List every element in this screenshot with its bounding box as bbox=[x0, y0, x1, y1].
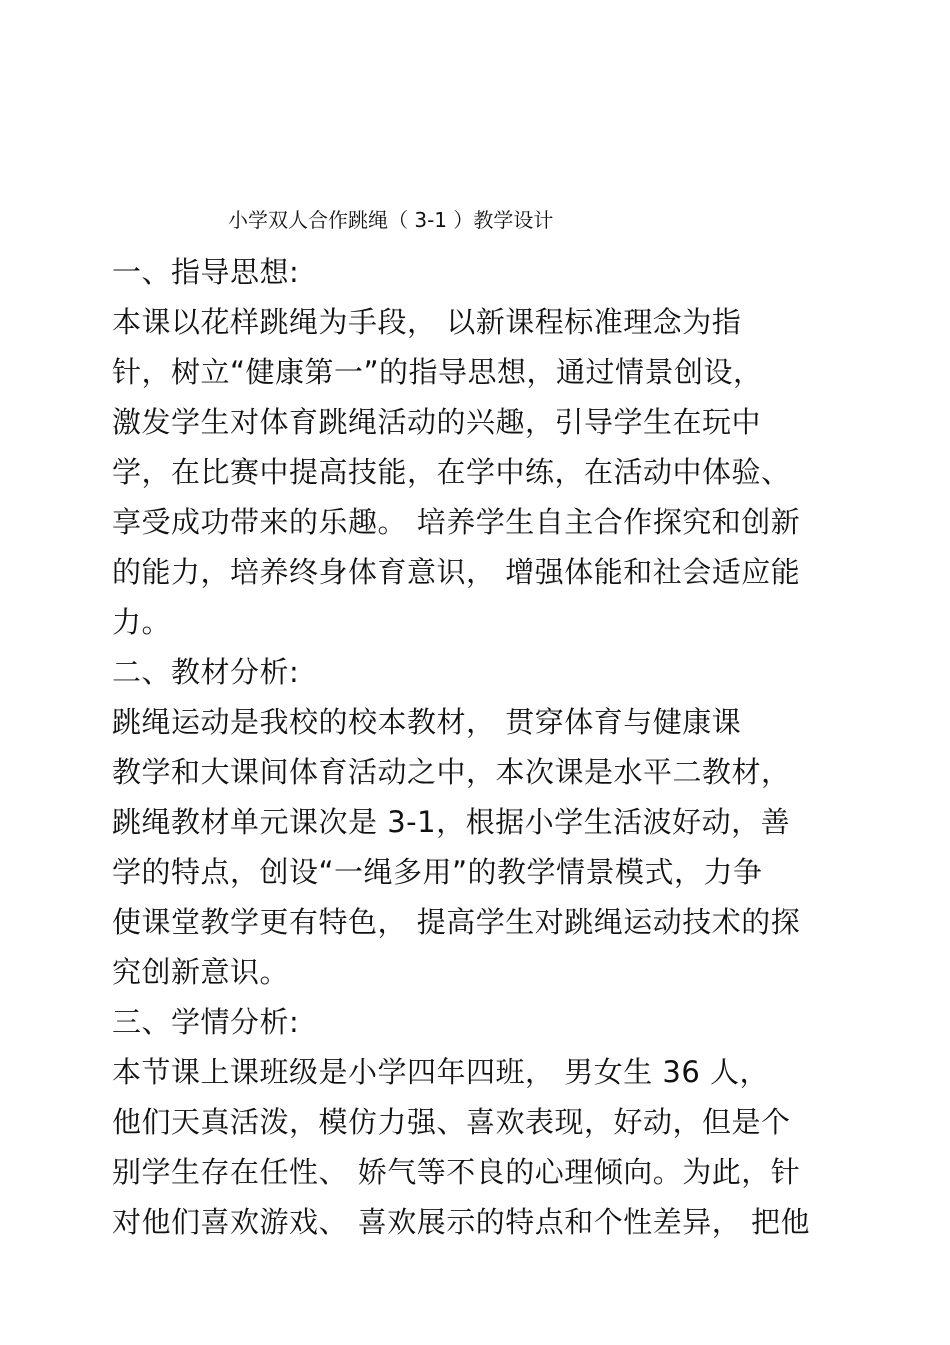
paragraph-line: 激发学生对体育跳绳活动的兴趣，引导学生在玩中 bbox=[112, 405, 762, 439]
paragraph-line: 对他们喜欢游戏、 喜欢展示的特点和个性差异， 把他 bbox=[112, 1205, 810, 1239]
paragraph-line: 学的特点，创设“一绳多用”的教学情景模式，力争 bbox=[112, 855, 763, 889]
paragraph-line: 学，在比赛中提高技能，在学中练，在活动中体验、 bbox=[112, 455, 791, 489]
document-title: 小学双人合作跳绳（ 3-1 ）教学设计 bbox=[228, 208, 554, 232]
paragraph-line: 力。 bbox=[112, 605, 172, 639]
paragraph-line: 别学生存在任性、 娇气等不良的心理倾向。为此，针 bbox=[112, 1155, 801, 1189]
paragraph-line: 他们天真活泼，模仿力强、喜欢表现，好动，但是个 bbox=[112, 1105, 791, 1139]
paragraph-line: 本课以花样跳绳为手段， 以新课程标准理念为指 bbox=[112, 305, 742, 339]
paragraph-line: 跳绳教材单元课次是 3-1，根据小学生活波好动，善 bbox=[112, 805, 791, 839]
section-heading-material-analysis: 二、教材分析: bbox=[112, 655, 300, 689]
paragraph-line: 教学和大课间体育活动之中，本次课是水平二教材， bbox=[112, 755, 791, 789]
paragraph-line: 究创新意识。 bbox=[112, 955, 290, 989]
paragraph-line: 针，树立“健康第一”的指导思想，通过情景创设， bbox=[112, 355, 763, 389]
paragraph-line: 使课堂教学更有特色， 提高学生对跳绳运动技术的探 bbox=[112, 905, 801, 939]
paragraph-line: 的能力，培养终身体育意识， 增强体能和社会适应能 bbox=[112, 555, 801, 589]
paragraph-line: 本节课上课班级是小学四年四班， 男女生 36 人， bbox=[112, 1055, 770, 1089]
paragraph-line: 享受成功带来的乐趣。 培养学生自主合作探究和创新 bbox=[112, 505, 801, 539]
paragraph-line: 跳绳运动是我校的校本教材， 贯穿体育与健康课 bbox=[112, 705, 742, 739]
section-heading-learner-analysis: 三、学情分析: bbox=[112, 1005, 300, 1039]
section-heading-guiding-ideology: 一、指导思想: bbox=[112, 255, 300, 289]
